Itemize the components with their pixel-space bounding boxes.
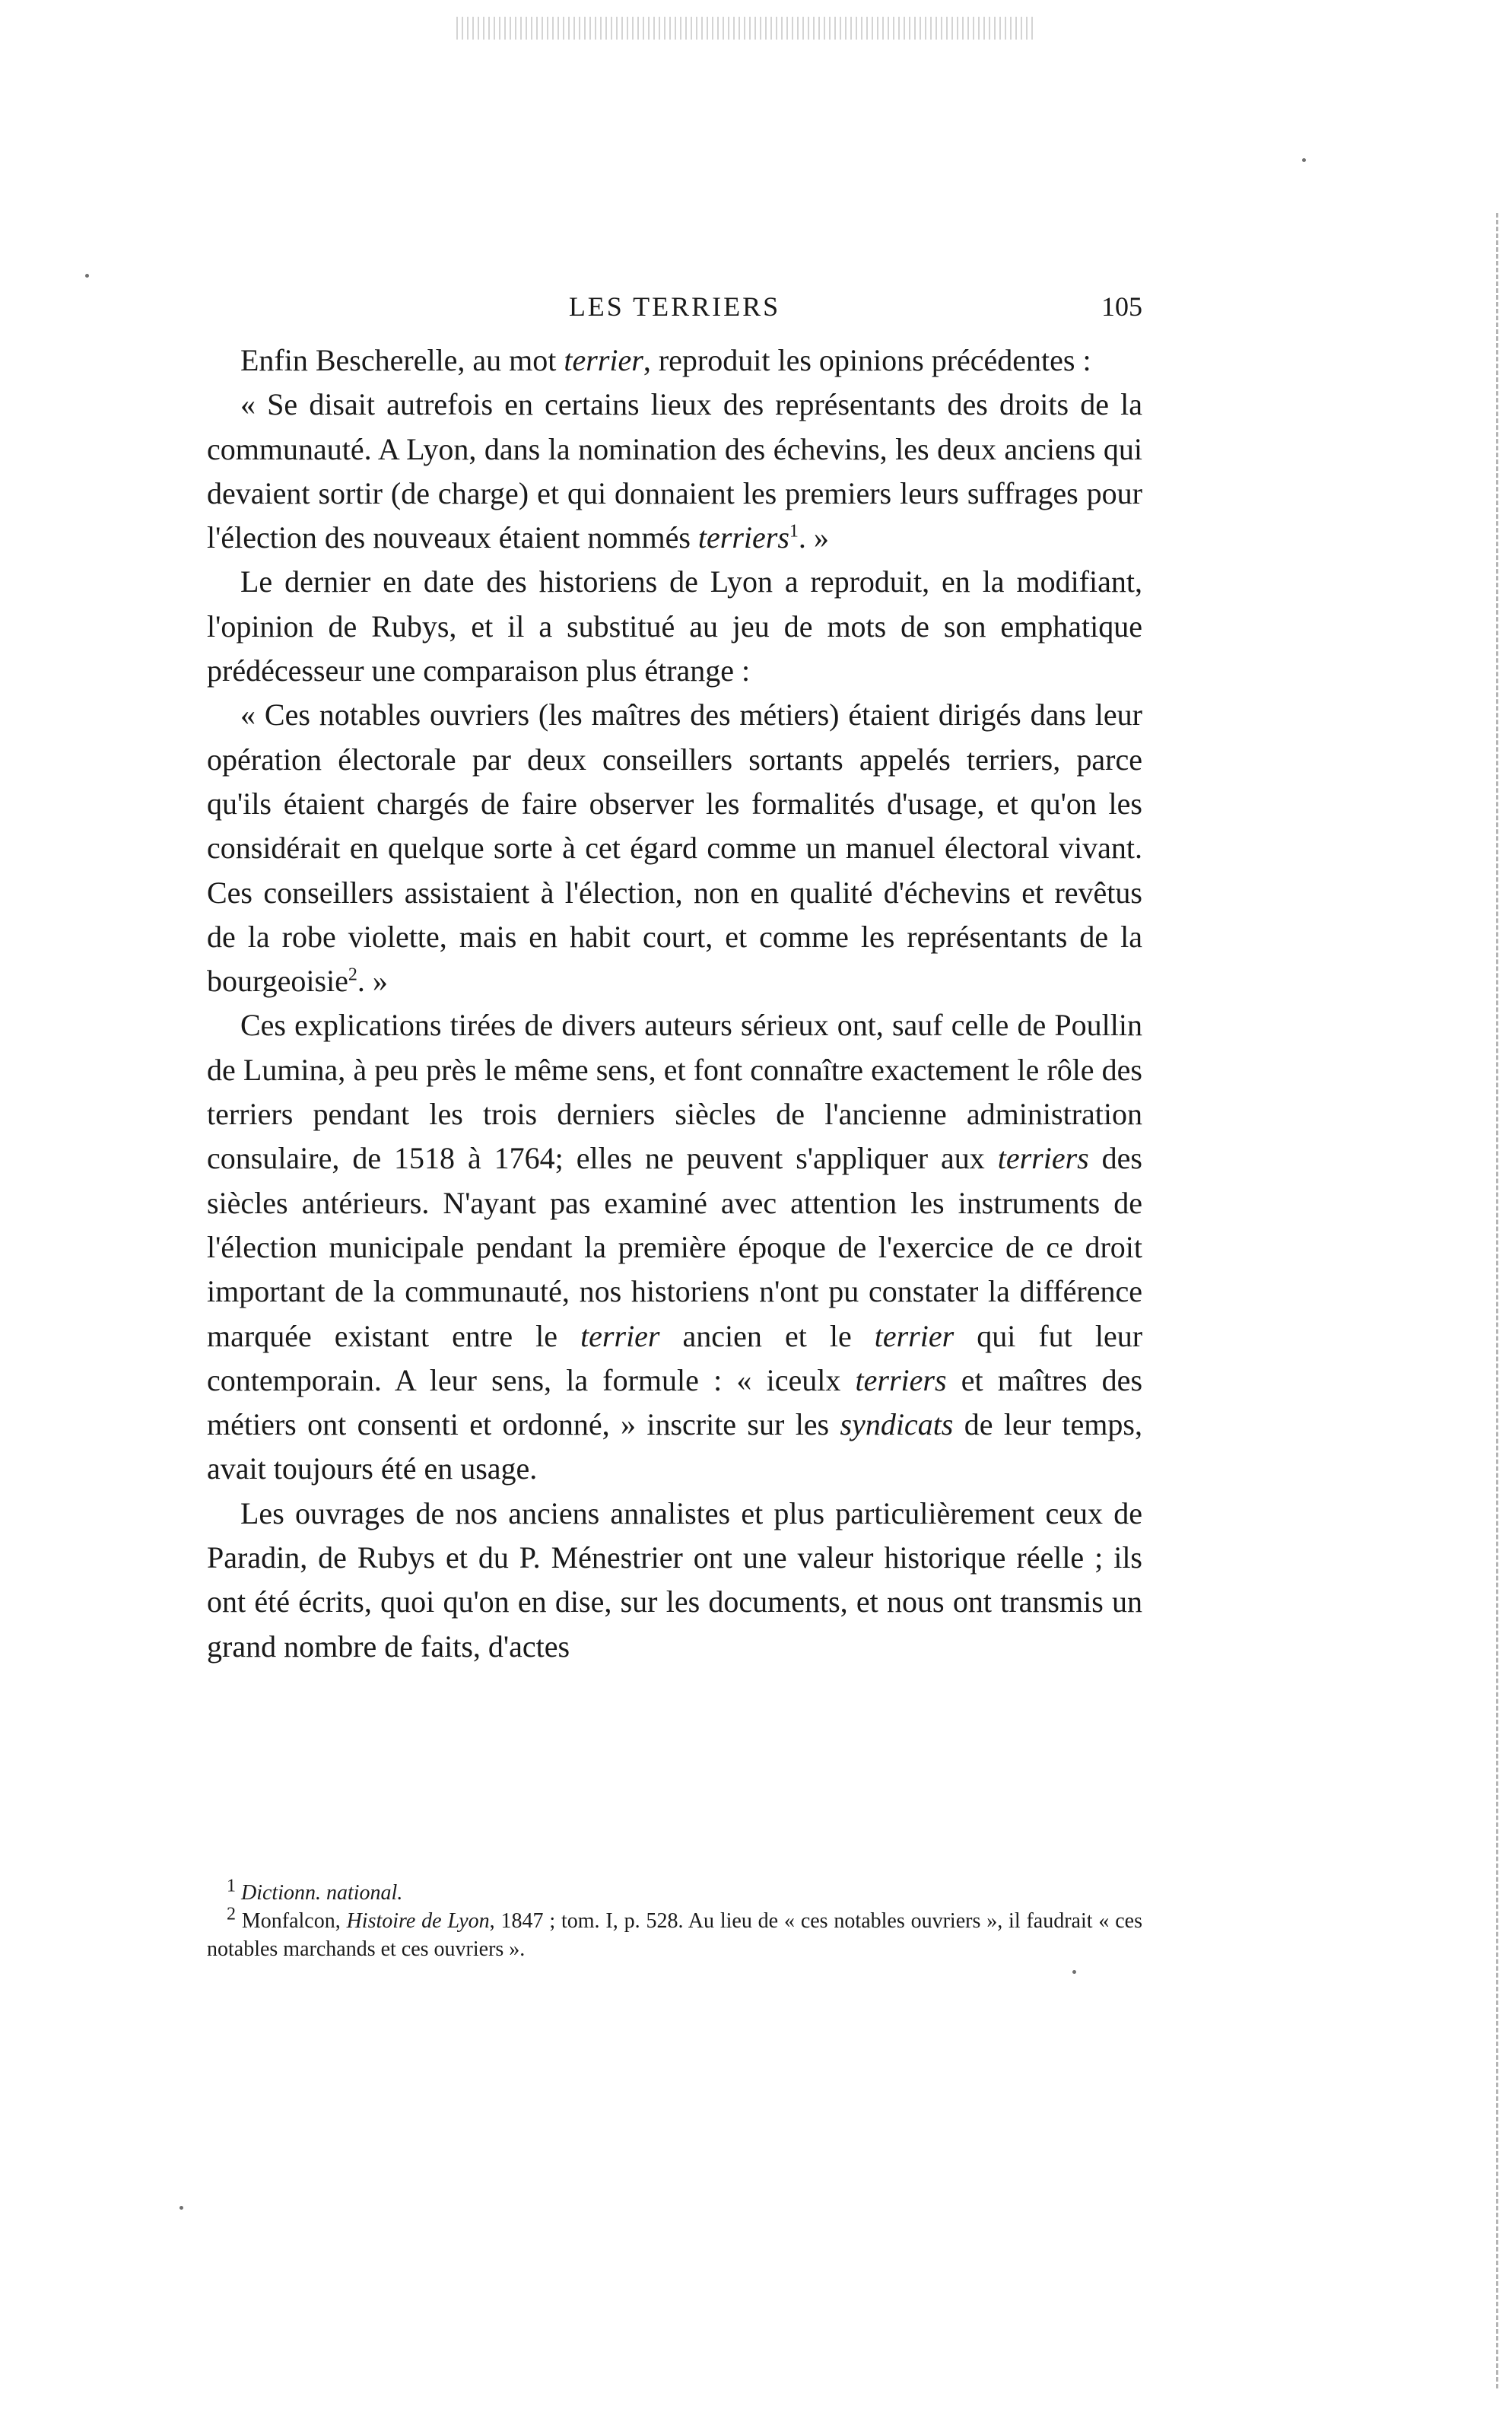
- footnote-1: [207, 1876, 1142, 1907]
- scan-noise: [456, 17, 1034, 40]
- footnote-2: [207, 1904, 1142, 1963]
- page-edge-mark: [1496, 213, 1501, 2388]
- italic-term: syndicats: [840, 1407, 954, 1442]
- text-run: , reproduit les opinions précédentes :: [643, 343, 1091, 377]
- text-run: « Ces notables ouvriers (les maîtres des métiers) étaient dirigés dans leur opération électorale par deux conseillers sortants appelés terriers, parce qu'ils étaient chargés de faire observer les formalités d'usage, et qu'on les considérait en quelque sorte à cet égard comme un manuel électoral vivant. Ces conseillers assistaient à l'élection, non en qualité d'échevins et revêtus de la robe violette, mais en habit court, et comme les représentants de la bourgeoisie: [207, 698, 1142, 999]
- text-run: Ces explications tirées de divers auteurs sérieux ont, sauf celle de Poullin de Lumina, à peu près le même sens, et font connaître exactement le rôle des terriers pendant les trois derniers siècles de l'ancienne administration consulaire, de 1518 à 1764; elles ne peuvent s'appliquer aux: [207, 1008, 1142, 1176]
- italic-title: Histoire de Lyon: [346, 1909, 490, 1933]
- footnote-text: Dictionn. national.: [241, 1881, 403, 1905]
- text-run: Monfalcon,: [241, 1909, 347, 1933]
- text-run: . »: [798, 520, 829, 555]
- scan-speck: [1302, 158, 1306, 162]
- running-title: LES TERRIERS: [568, 291, 781, 322]
- text-run: Enfin Bescherelle, au mot: [240, 343, 564, 377]
- text-run: . »: [357, 964, 388, 999]
- italic-term: terrier: [564, 343, 643, 377]
- main-text: [207, 338, 1142, 1669]
- italic-term: terriers: [697, 520, 789, 555]
- paragraph-5: [207, 1003, 1142, 1491]
- paragraph-4-quote: [207, 693, 1142, 1003]
- text-run: , 1847 ; tom. I, p. 528. Au lieu de « ces notables ouvriers », il faudrait « ces notables marchands et ces ouvriers ».: [207, 1909, 1142, 1961]
- footnote-mark: 2: [227, 1904, 236, 1924]
- paragraph-3: Le dernier en date des historiens de Lyon a reproduit, en la modifiant, l'opinion de Rubys, et il a substitué au jeu de mots de son emphatique prédécesseur une comparaison plus étrange :: [207, 564, 1142, 688]
- text-run: et maîtres des métiers ont consenti et ordonné, » inscrite sur les: [207, 1362, 1143, 1442]
- paragraph-2-quote: [207, 383, 1142, 560]
- italic-term: terriers: [997, 1141, 1089, 1176]
- text-run: de leur temps, avait toujours été en usage.: [207, 1407, 1142, 1486]
- italic-term: terriers: [855, 1362, 947, 1397]
- page-number: 105: [1101, 291, 1142, 322]
- scan-speck: [1072, 1970, 1076, 1974]
- footnote-ref-1: 1: [789, 521, 799, 542]
- text-run: ancien et le: [659, 1318, 875, 1353]
- scan-speck: [85, 274, 89, 278]
- italic-term: terrier: [874, 1318, 955, 1353]
- footnote-mark: 1: [227, 1876, 236, 1896]
- scan-speck: [179, 2206, 183, 2210]
- footnote-ref-2: 2: [348, 965, 357, 985]
- text-run: qui fut leur contemporain. A leur sens, la formule : « iceulx: [207, 1318, 1143, 1397]
- paragraph-1: [207, 338, 1142, 383]
- text-run: « Se disait autrefois en certains lieux des représentants des droits de la communauté. A Lyon, dans la nomination des échevins, les deux anciens qui devaient sortir (de charge) et qui donnaient les premiers leurs suffrages pour l'élection des nouveaux étaient nommés: [207, 387, 1142, 555]
- page-header: [207, 291, 1142, 329]
- paragraph-6: Les ouvrages de nos anciens annalistes et plus particulièrement ceux de Paradin, de Rubys et du P. Ménestrier ont une valeur historique réelle ; ils ont été écrits, quoi qu'on en dise, sur les documents, et nous ont transmis un grand nombre de faits, d'actes: [207, 1495, 1142, 1664]
- text-run: des siècles antérieurs. N'ayant pas examiné avec attention les instruments de l'élection municipale pendant la première époque de l'exercice de ce droit important de la communauté, nos historiens n'ont pu constater la différence marquée existant entre le: [207, 1141, 1142, 1353]
- footnotes: [207, 1876, 1142, 1963]
- italic-term: terrier: [580, 1318, 660, 1353]
